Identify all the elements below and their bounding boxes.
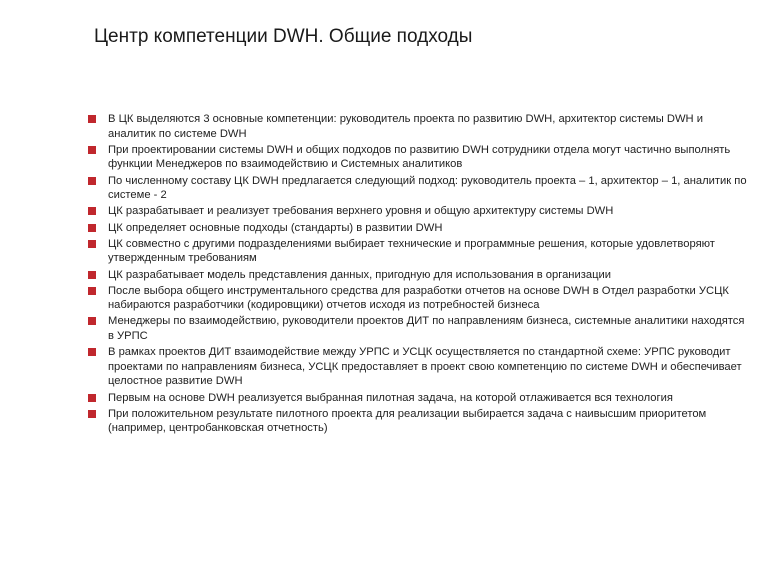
page-title: Центр компетенции DWH. Общие подходы: [94, 26, 473, 47]
bullet-square-icon: [88, 177, 96, 185]
list-item-text: При положительном результате пилотного проекта для реализации выбирается задача с наивысшим приоритетом (например, центробанковская отчетность): [108, 407, 707, 435]
list-item: [88, 237, 748, 266]
bullet-square-icon: [88, 240, 96, 248]
list-item-text: ЦК совместно с другими подразделениями выбирает технические и программные решения, которые удовлетворяют утвержденным требованиям: [108, 237, 715, 265]
list-item: [88, 221, 748, 236]
list-item: [88, 204, 748, 219]
bullet-square-icon: [88, 317, 96, 325]
list-item: [88, 391, 748, 406]
list-item-text: После выбора общего инструментального средства для разработки отчетов на основе DWH в Отдел разработки УСЦК набираются разработчики (кодировщики) отчетов исходя из потребностей бизнеса: [108, 284, 729, 312]
bullet-square-icon: [88, 394, 96, 402]
list-item-text: ЦК разрабатывает модель представления данных, пригодную для использования в организации: [108, 268, 611, 281]
bullet-square-icon: [88, 146, 96, 154]
list-item: [88, 174, 748, 203]
bullet-square-icon: [88, 224, 96, 232]
bullet-square-icon: [88, 271, 96, 279]
list-item-text: Первым на основе DWH реализуется выбранная пилотная задача, на которой отлаживается вся технология: [108, 391, 673, 404]
list-item-text: В ЦК выделяются 3 основные компетенции: руководитель проекта по развитию DWH, архитектор системы DWH и аналитик по системе DWH: [108, 113, 703, 140]
list-item: [88, 268, 748, 283]
bullet-square-icon: [88, 348, 96, 356]
list-item: [88, 143, 748, 172]
list-item-text: При проектировании системы DWH и общих подходов по развитию DWH сотрудники отдела могут частично выполнять функции Менеджеров по взаимодействию и Системных аналитиков: [108, 143, 731, 171]
bullet-square-icon: [88, 115, 96, 123]
list-item-text: ЦК разрабатывает и реализует требования верхнего уровня и общую архитектуру системы DWH: [108, 205, 614, 218]
bullet-square-icon: [88, 287, 96, 295]
list-item: [88, 112, 748, 141]
bullet-square-icon: [88, 410, 96, 418]
list-item: [88, 314, 748, 343]
list-item: [88, 345, 748, 389]
bullet-square-icon: [88, 207, 96, 215]
list-item-text: ЦК определяет основные подходы (стандарты) в развитии DWH: [108, 221, 443, 234]
list-item-text: Менеджеры по взаимодействию, руководители проектов ДИТ по направлениям бизнеса, системные аналитики находятся в УРПС: [108, 315, 745, 343]
bullet-list: [88, 112, 748, 438]
list-item: [88, 284, 748, 313]
list-item-text: По численному составу ЦК DWH предлагается следующий подход: руководитель проекта – 1, архитектор – 1, аналитик по системе - 2: [108, 174, 747, 202]
list-item-text: В рамках проектов ДИТ взаимодействие между УРПС и УСЦК осуществляется по стандартной схеме: УРПС руководит проектами по направлениям бизнеса, УСЦК предоставляет в проект свою компетенцию по системе DWH и обеспечивает целостное развитие DWH: [108, 346, 742, 388]
list-item: [88, 407, 748, 436]
